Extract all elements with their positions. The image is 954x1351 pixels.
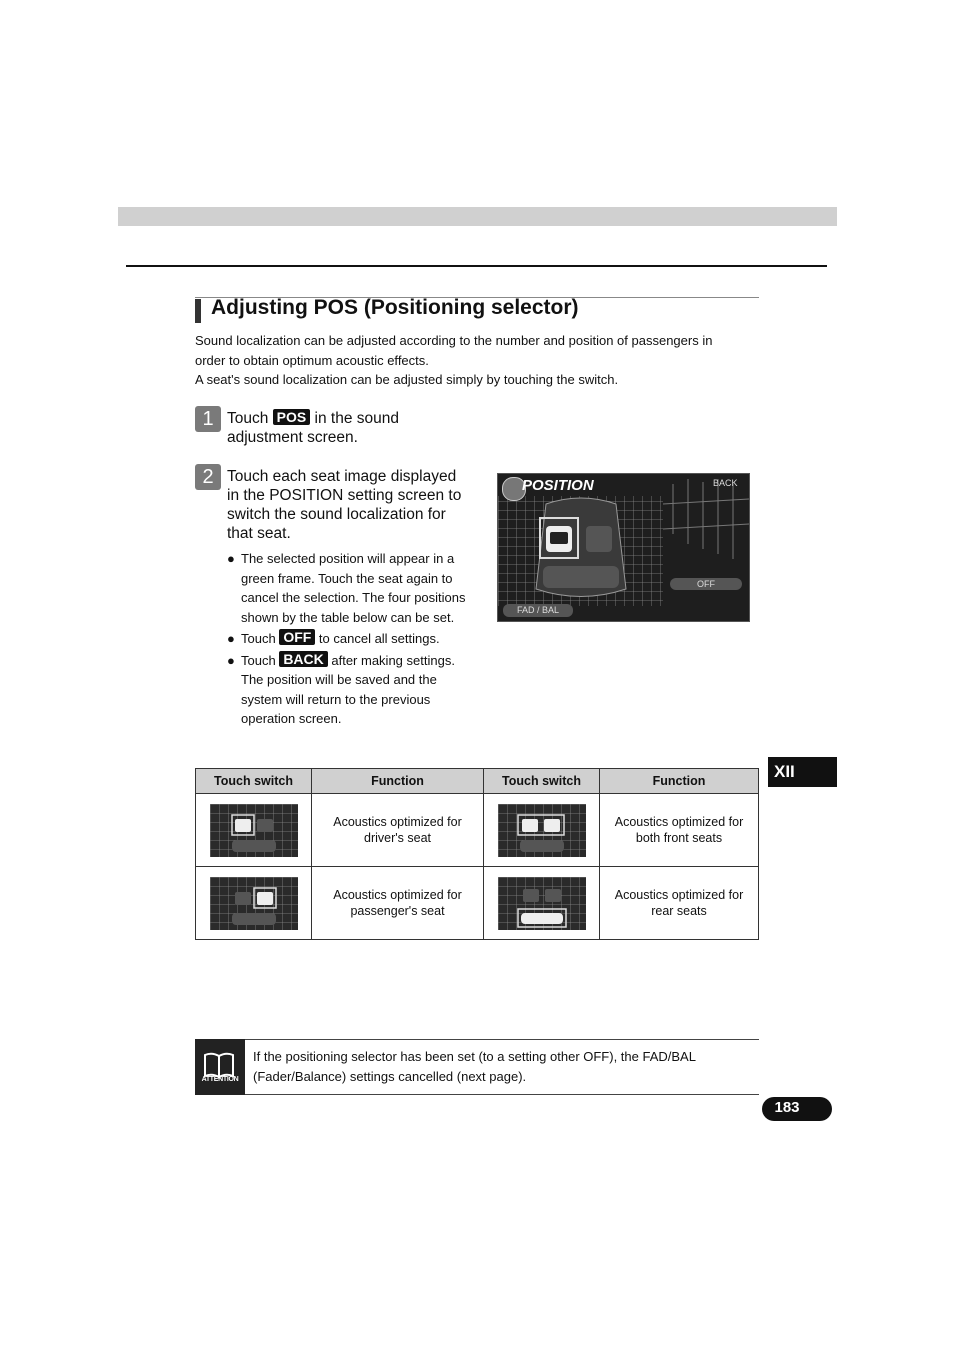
step-1-text — [227, 409, 477, 447]
function-text: rear seats — [651, 904, 707, 918]
passenger-seat-thumbnail — [210, 877, 298, 930]
step-2-text — [227, 467, 487, 543]
function-text: Acoustics optimized for — [614, 888, 744, 902]
table-header-row — [196, 769, 759, 794]
bullet-dot: ● — [227, 631, 235, 646]
back-button-label: BACK — [279, 651, 327, 667]
position-screen-graphic — [498, 474, 749, 621]
bullet-line: shown by the table below can be set. — [241, 609, 455, 625]
attention-rule-top — [195, 1039, 759, 1040]
step-2-line: switch the sound localization for — [227, 506, 446, 523]
screen-off-button[interactable]: OFF — [670, 578, 742, 590]
function-cell — [600, 867, 759, 940]
function-text: Acoustics optimized for — [333, 888, 462, 902]
attention-text — [253, 1047, 753, 1086]
bullet-back — [227, 651, 482, 729]
table-header: Function — [312, 769, 484, 794]
function-cell — [600, 794, 759, 867]
step-1-number: 1 — [195, 406, 221, 432]
thumb-cell — [196, 867, 312, 940]
bullet-line: The position will be saved and the — [241, 672, 437, 687]
screen-back-button[interactable]: BACK — [713, 478, 738, 488]
bullet-line: operation screen. — [241, 711, 342, 726]
bullet-line: cancel the selection. The four positions — [241, 590, 466, 605]
step-2-number: 2 — [195, 464, 221, 490]
attention-book-icon — [195, 1039, 245, 1095]
table-header: Function — [600, 769, 759, 794]
bullet-text: Touch — [241, 652, 280, 668]
function-cell — [312, 794, 484, 867]
step-1-text-before: Touch — [227, 410, 273, 427]
bullet-selection — [227, 549, 482, 627]
step-2-line: Touch each seat image displayed — [227, 468, 457, 485]
attention-line: If the positioning selector has been set (to a setting other OFF), the FAD/BAL — [253, 1049, 696, 1064]
bullet-line: system will return to the previous — [241, 691, 431, 707]
bullet-line: The selected position will appear in a — [241, 551, 455, 566]
step-2-bullets — [227, 549, 482, 729]
bullet-text: Touch — [241, 631, 280, 646]
attention-rule-bottom — [195, 1094, 759, 1095]
both-front-seats-thumbnail — [498, 804, 586, 857]
title-marker — [195, 299, 201, 323]
chapter-tab: XII — [768, 757, 837, 787]
intro-line: Sound localization can be adjusted according to the number and position of passengers in — [195, 333, 713, 348]
intro-line: order to obtain optimum acoustic effects. — [195, 352, 429, 368]
step-2-line: in the POSITION setting screen to — [227, 487, 462, 504]
position-screen-title: POSITION — [522, 477, 594, 494]
function-text: driver's seat — [364, 831, 431, 845]
intro-line: A seat's sound localization can be adjusted simply by touching the switch. — [195, 372, 619, 387]
driver-seat-thumbnail — [210, 804, 298, 857]
bullet-dot: ● — [227, 551, 235, 566]
step-1-text-after: in the sound — [310, 410, 400, 427]
step-1-line-2: adjustment screen. — [227, 429, 358, 446]
function-text: both front seats — [635, 831, 723, 845]
bullet-line: green frame. Touch the seat again to — [241, 570, 453, 586]
attention-label: ATTENTION — [201, 1076, 239, 1083]
thumb-cell — [484, 794, 600, 867]
table-header: Touch switch — [484, 769, 600, 794]
bullet-text: after making settings. — [327, 652, 455, 668]
attention-line: (Fader/Balance) settings cancelled (next page). — [253, 1068, 527, 1084]
thumb-cell — [196, 794, 312, 867]
rear-seats-thumbnail — [498, 877, 586, 930]
page-number: 183 — [762, 1097, 832, 1121]
position-function-table — [195, 768, 759, 940]
table-header: Touch switch — [196, 769, 312, 794]
table-row — [196, 794, 759, 867]
table-row — [196, 867, 759, 940]
function-text: Acoustics optimized for — [333, 815, 462, 829]
function-cell — [312, 867, 484, 940]
intro-text — [195, 331, 755, 390]
step-2-line: that seat. — [227, 525, 291, 542]
bullet-dot: ● — [227, 652, 235, 668]
function-text: Acoustics optimized for — [614, 815, 744, 829]
header-rule — [126, 265, 827, 267]
position-screen-image — [497, 473, 750, 622]
thumb-cell — [484, 867, 600, 940]
screen-fadbal-button[interactable]: FAD / BAL — [503, 604, 573, 617]
bullet-text: to cancel all settings. — [315, 631, 440, 646]
bullet-off — [227, 629, 482, 649]
section-title: Adjusting POS (Positioning selector) — [211, 296, 579, 319]
pos-button-label: POS — [273, 409, 311, 425]
function-text: passenger's seat — [350, 904, 445, 918]
off-button-label: OFF — [279, 629, 315, 645]
header-band — [118, 207, 837, 226]
